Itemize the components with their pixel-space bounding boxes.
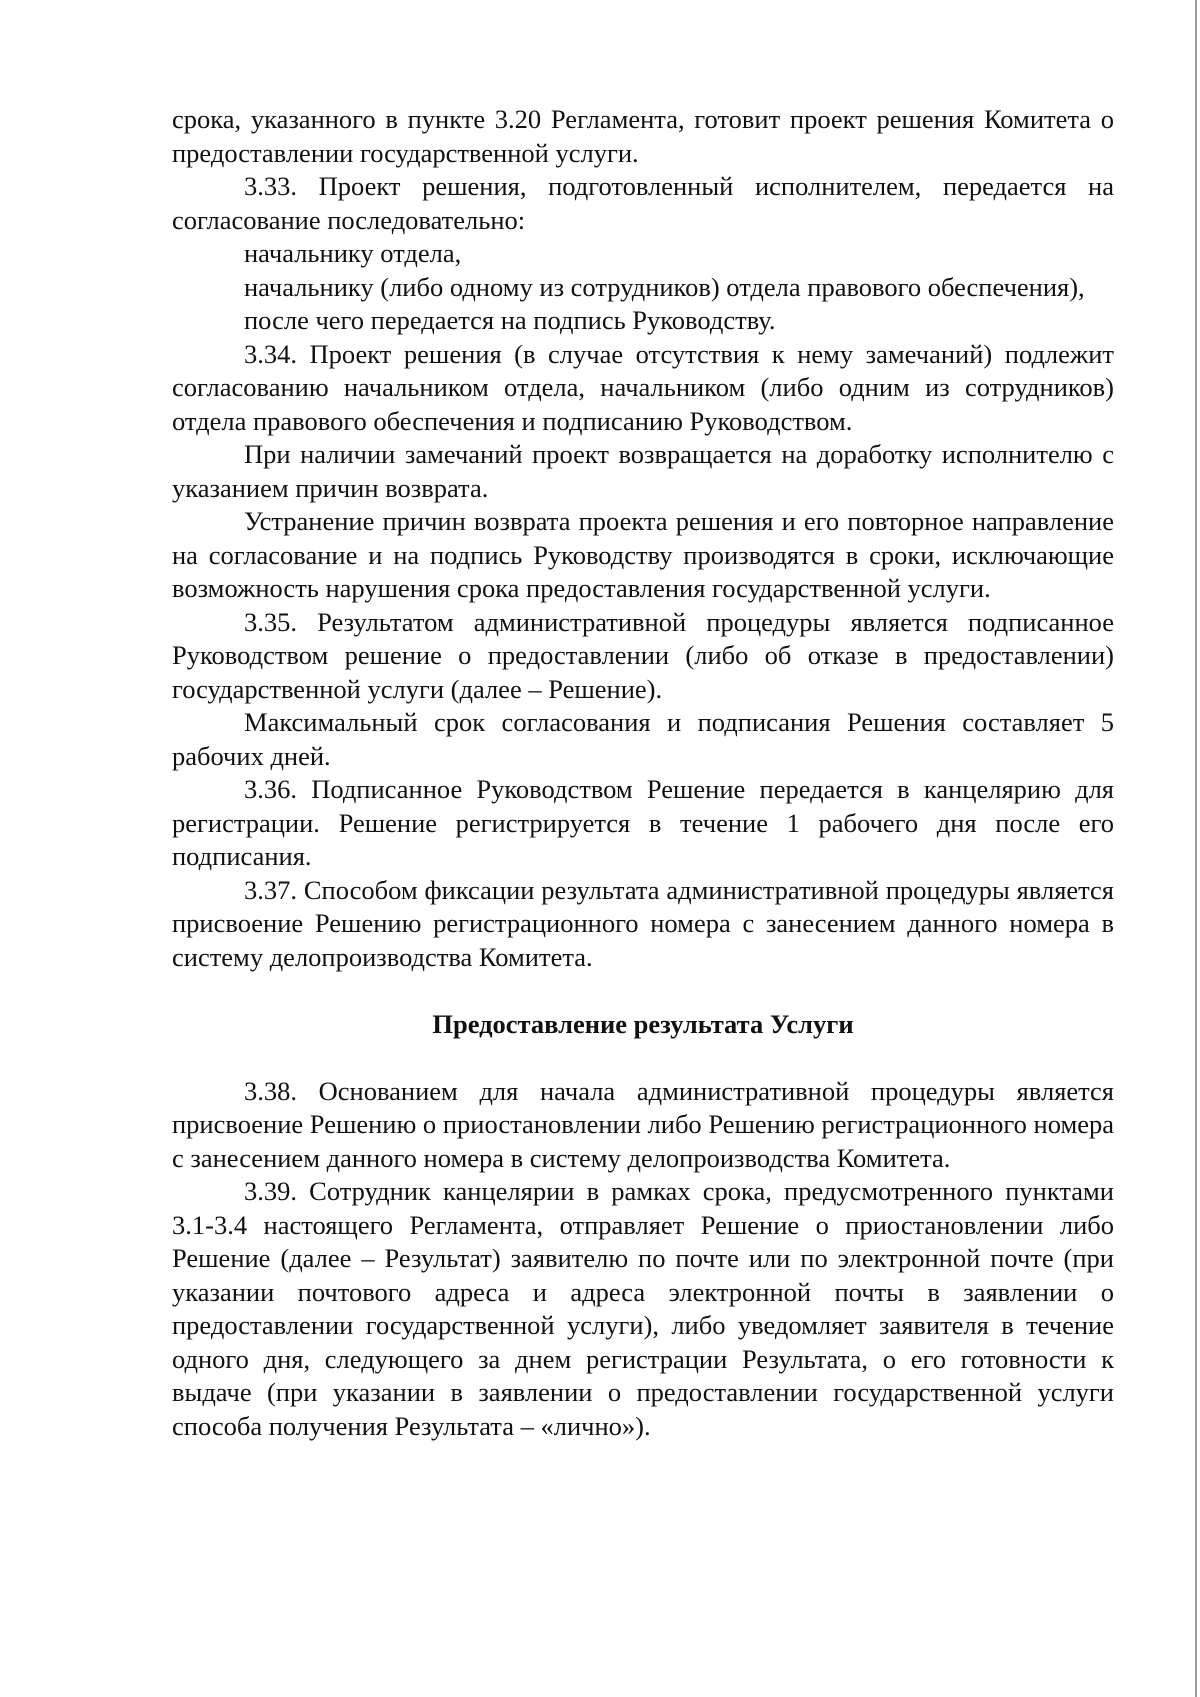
paragraph-return-reasons: Устранение причин возврата проекта решения и его повторное направление на согласование и на подпись Руководству производятся в сроки, исключающие возможность нарушения срока предоставления государственной услуги. [172,506,1114,603]
paragraph-3-34: 3.34. Проект решения (в случае отсутствия к нему замечаний) подлежит согласованию начальником отдела, начальником (либо одним из сотрудников) отдела правового обеспечения и подписанию Руководством. [172,338,1114,436]
paragraph-3-33: 3.33. Проект решения, подготовленный исполнителем, передается на согласование последовательно: [172,171,1114,235]
paragraph-list-item-department-head: начальнику отдела, [244,238,462,268]
paragraph-remarks: При наличии замечаний проект возвращается на доработку исполнителю с указанием причин возврата. [172,439,1114,503]
section-heading: Предоставление результата Услуги [432,1009,854,1039]
paragraph-list-item-legal-department: начальнику (либо одному из сотрудников) отдела правового обеспечения), [244,271,1085,302]
paragraph-3-37: 3.37. Способом фиксации результата административной процедуры является присвоение Решению регистрационного номера с занесением данного номера в систему делопроизводства Комитета. [172,874,1114,972]
paragraph-max-term: Максимальный срок согласования и подписания Решения составляет 5 рабочих дней. [172,707,1114,771]
paragraph-list-item-signature: после чего передается на подпись Руководству. [244,305,776,335]
document-body [172,103,1114,1443]
paragraph-3-35: 3.35. Результатом административной процедуры является подписанное Руководством решение о предоставлении (либо об отказе в предоставлении) государственной услуги (далее – Решение). [172,606,1114,704]
paragraph-3-36: 3.36. Подписанное Руководством Решение передается в канцелярию для регистрации. Решение регистрируется в течение 1 рабочего дня после его подписания. [172,774,1114,871]
page-edge-line [1195,0,1197,1697]
paragraph-3-32-continuation: срока, указанного в пункте 3.20 Регламента, готовит проект решения Комитета о предоставлении государственной услуги. [172,104,1114,168]
paragraph-3-39: 3.39. Сотрудник канцелярии в рамках срока, предусмотренного пунктами 3.1-3.4 настоящего Регламента, отправляет Решение о приостановлении либо Решение (далее – Результат) заявителю по почте или по электронной почте (при указании почтового адреса и адреса электронной почты в заявлении о предоставлении государственной услуги), либо уведомляет заявителя в течение одного дня, следующего за днем регистрации Результата, о его готовности к выдаче (при указании в заявлении о предоставлении государственной услуги способа получения Результата – «лично»). [172,1176,1114,1441]
paragraph-3-38: 3.38. Основанием для начала административной процедуры является присвоение Решению о приостановлении либо Решению регистрационного номера с занесением данного номера в систему делопроизводства Комитета. [172,1075,1114,1173]
